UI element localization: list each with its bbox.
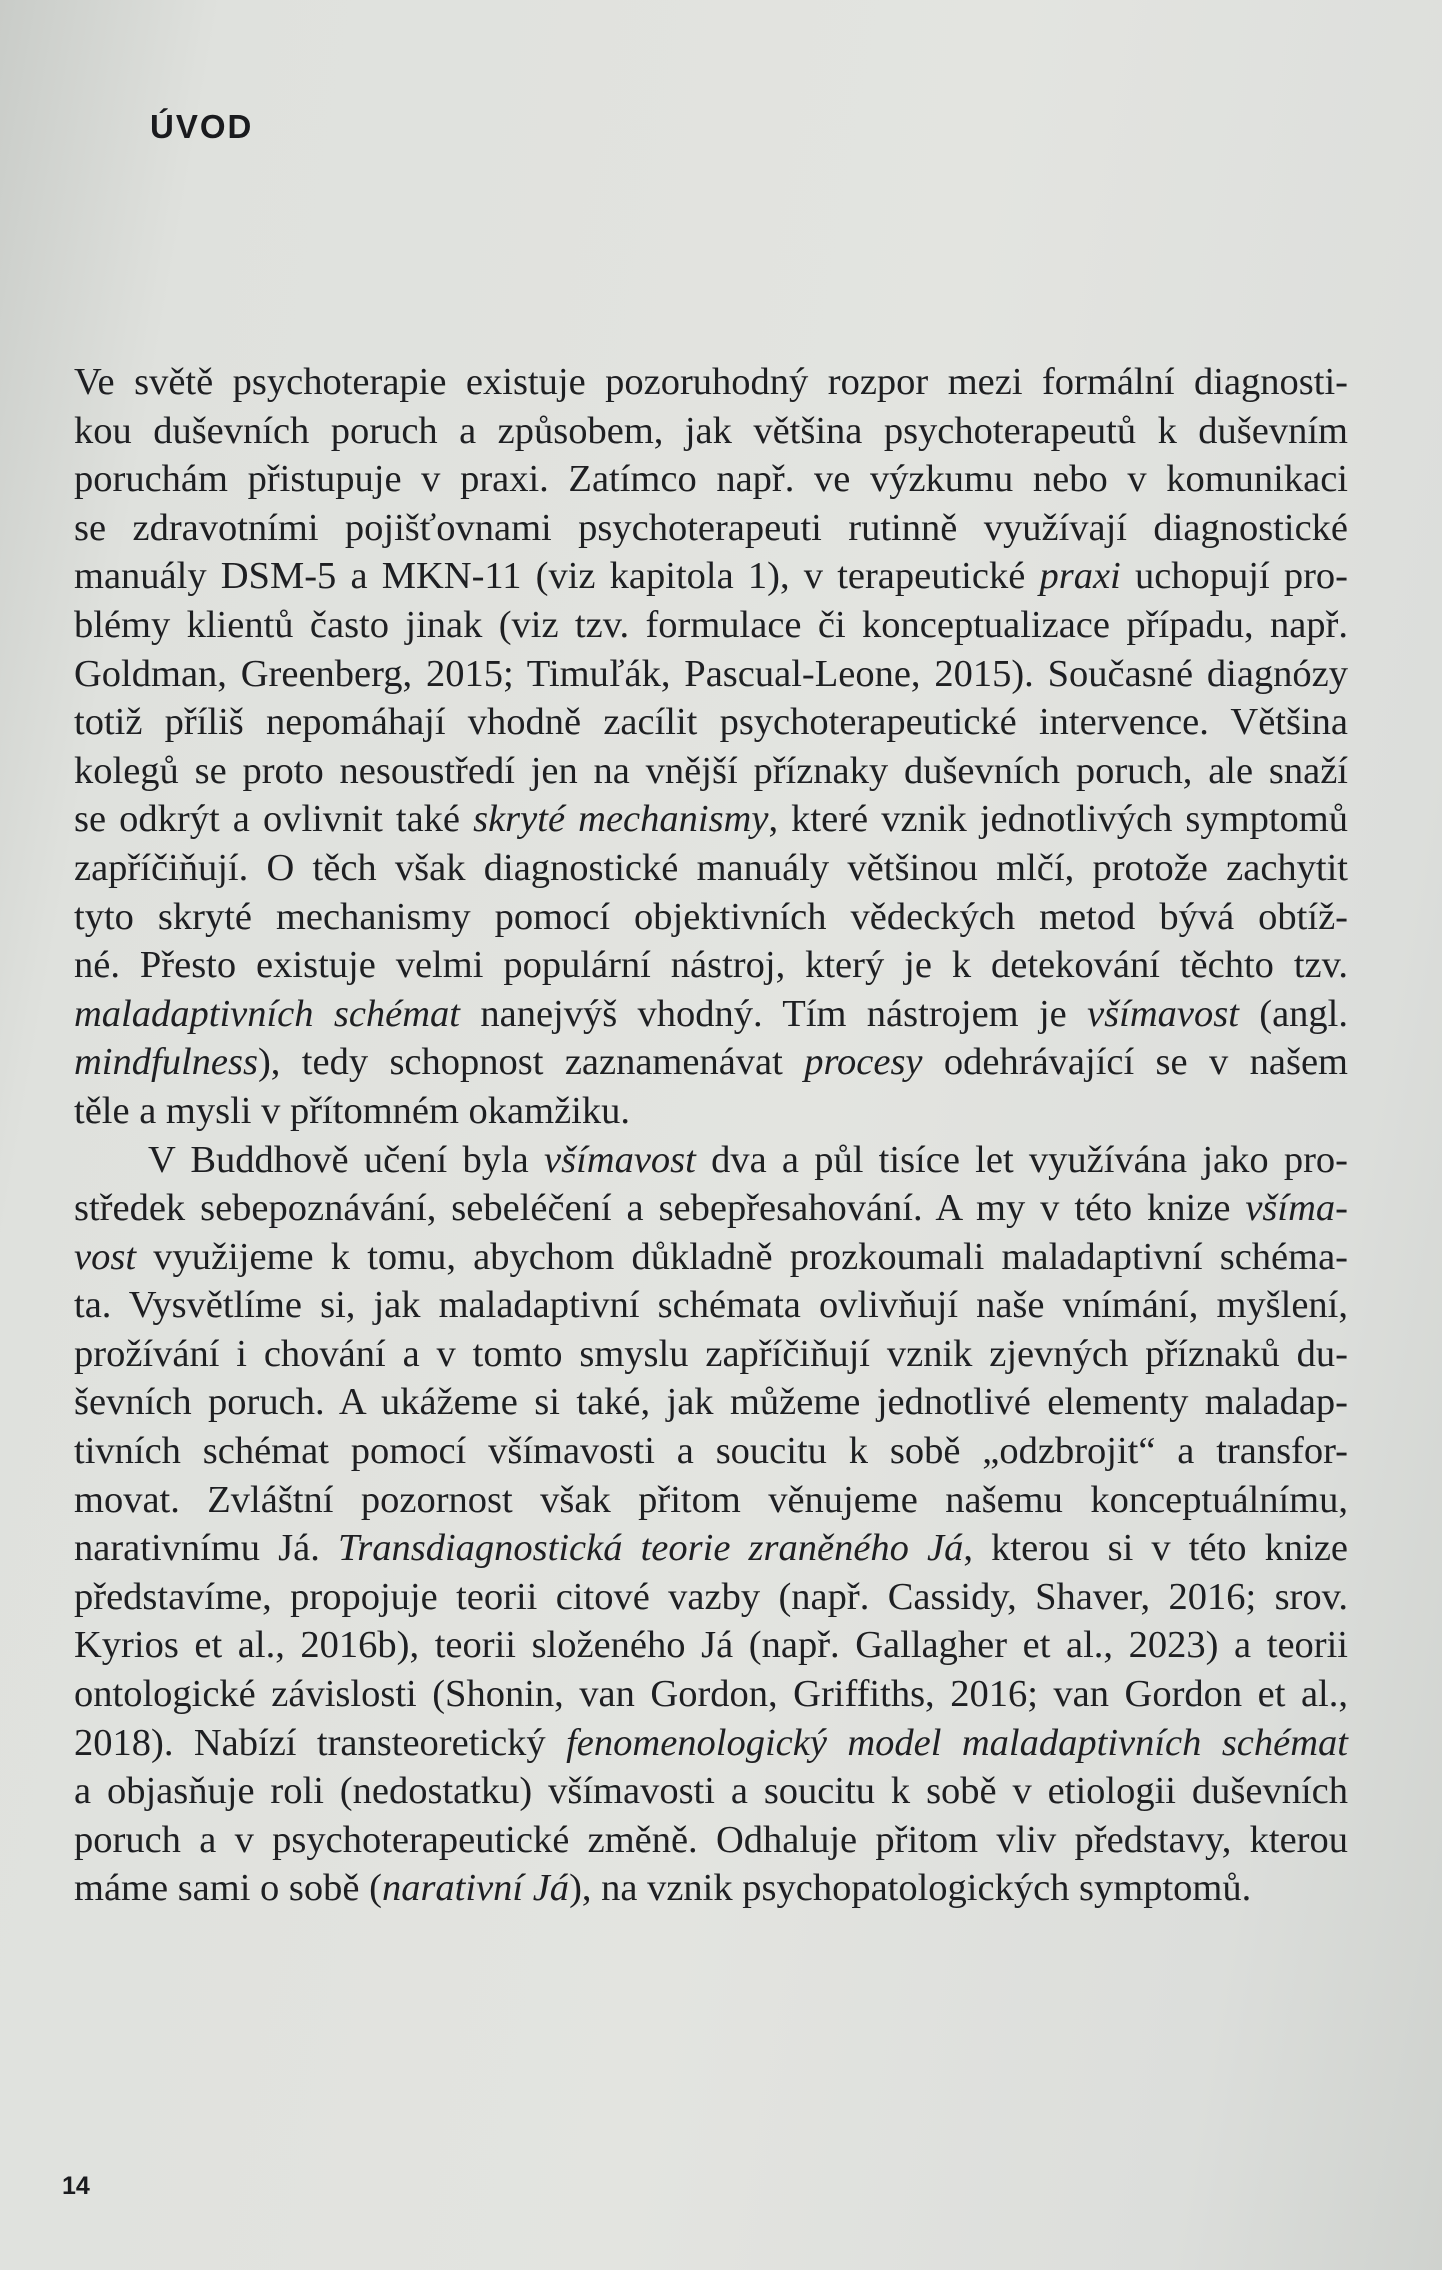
text-line [74, 650, 1348, 699]
text-run: prožívání i chování a v tomto smyslu zapříčiňují vznik zjevných příznaků du- [74, 1332, 1348, 1375]
text-run: V Buddhově učení byla [148, 1138, 544, 1181]
text-run: představíme, propojuje teorii citové vazby (např. Cassidy, Shaver, 2016; srov. [74, 1575, 1348, 1618]
text-line [74, 1136, 1348, 1185]
text-line [74, 1476, 1348, 1525]
text-line [74, 1864, 1348, 1913]
paragraph-1 [74, 358, 1348, 1136]
page-number: 14 [62, 2172, 90, 2200]
text-run: tivních schémat pomocí všímavosti a soucitu k sobě „odzbrojit“ a transfor- [74, 1430, 1348, 1473]
text-line [74, 698, 1348, 747]
italic-text-run: procesy [804, 1041, 923, 1084]
text-run: se odkrýt a ovlivnit také [74, 798, 474, 841]
italic-text-run: všímavost [1087, 992, 1239, 1035]
italic-text-run: Transdiagnostická teorie zraněného Já [337, 1527, 964, 1570]
text-line [74, 455, 1348, 504]
italic-text-run: fenomenologický model maladaptivních schémat [566, 1721, 1348, 1764]
text-run: dva a půl tisíce let využívána jako pro- [695, 1138, 1348, 1181]
text-line [74, 1184, 1348, 1233]
text-run: 2018). Nabízí transteoretický [74, 1721, 567, 1764]
text-line [74, 893, 1348, 942]
text-run: Kyrios et al., 2016b), teorii složeného Já (např. Gallagher et al., 2023) a teorii [74, 1624, 1348, 1667]
text-run: tyto skryté mechanismy pomocí objektivních vědeckých metod bývá obtíž- [74, 895, 1348, 938]
text-run: uchopují pro- [1120, 555, 1349, 598]
text-run: Goldman, Greenberg, 2015; Timuľák, Pascual-Leone, 2015). Současné diagnózy [74, 652, 1348, 695]
italic-text-run: skryté mechanismy [473, 798, 769, 841]
text-run: nanejvýš vhodný. Tím nástrojem je [460, 992, 1088, 1035]
text-line [74, 358, 1348, 407]
text-run: poruch a v psychoterapeutické změně. Odhaluje přitom vliv představy, kterou [74, 1818, 1348, 1861]
text-line [74, 407, 1348, 456]
text-run: ontologické závislosti (Shonin, van Gordon, Griffiths, 2016; van Gordon et al., [74, 1673, 1348, 1716]
text-run: ), na vznik psychopatologických symptomů. [569, 1867, 1252, 1910]
text-line [74, 1816, 1348, 1865]
text-line [74, 1330, 1348, 1379]
text-run: narativnímu Já. [74, 1527, 338, 1570]
text-line [74, 844, 1348, 893]
text-run: né. Přesto existuje velmi populární nástroj, který je k detekování těchto tzv. [74, 944, 1348, 987]
text-run: kolegů se proto nesoustředí jen na vnější příznaky duševních poruch, ale snaží [74, 749, 1348, 792]
text-line [74, 990, 1348, 1039]
text-run: ), tedy schopnost zaznamenávat [257, 1041, 805, 1084]
text-line [74, 1524, 1348, 1573]
text-run: movat. Zvláštní pozornost však přitom věnujeme našemu konceptuálnímu, [74, 1478, 1348, 1521]
text-run: ševních poruch. A ukážeme si také, jak můžeme jednotlivé elementy maladap- [74, 1381, 1348, 1424]
text-line [74, 1427, 1348, 1476]
text-run: (angl. [1238, 992, 1348, 1035]
text-line [74, 1767, 1348, 1816]
text-line [74, 1087, 1348, 1136]
text-line [74, 747, 1348, 796]
text-line [74, 504, 1348, 553]
text-run: Ve světě psychoterapie existuje pozoruhodný rozpor mezi formální diagnosti- [74, 361, 1348, 403]
text-line [74, 941, 1348, 990]
text-line [74, 1038, 1348, 1087]
italic-text-run: všímavost [544, 1138, 696, 1181]
italic-text-run: vost [74, 1235, 137, 1278]
text-run: zapříčiňují. O těch však diagnostické manuály většinou mlčí, protože zachytit [74, 846, 1348, 889]
italic-text-run: praxi [1039, 555, 1121, 598]
text-run: poruchám přistupuje v praxi. Zatímco např. ve výzkumu nebo v komunikaci [74, 458, 1348, 501]
text-run: a objasňuje roli (nedostatku) všímavosti a soucitu k sobě v etiologii duševních [74, 1770, 1348, 1813]
text-line [74, 795, 1348, 844]
text-run: máme sami o sobě ( [74, 1867, 382, 1910]
body-text [74, 358, 1348, 1913]
text-run: středek sebepoznávání, sebeléčení a sebepřesahování. A my v této knize [74, 1187, 1246, 1230]
chapter-heading: ÚVOD [150, 108, 254, 145]
italic-text-run: narativní Já [381, 1867, 570, 1910]
text-line [74, 1573, 1348, 1622]
italic-text-run: všíma- [1245, 1187, 1348, 1230]
text-run: totiž příliš nepomáhají vhodně zacílit psychoterapeutické intervence. Většina [74, 701, 1348, 744]
text-run: těle a mysli v přítomném okamžiku. [74, 1089, 630, 1132]
text-run: ta. Vysvětlíme si, jak maladaptivní schémata ovlivňují naše vnímání, myšlení, [74, 1284, 1348, 1327]
text-run: se zdravotními pojišťovnami psychoterapeuti rutinně využívají diagnostické [74, 506, 1348, 549]
text-line [74, 1621, 1348, 1670]
text-run: , které vznik jednotlivých symptomů [768, 798, 1349, 841]
text-run: odehrávající se v našem [922, 1041, 1348, 1084]
text-run: , kterou si v této knize [963, 1527, 1349, 1570]
text-run: manuály DSM-5 a MKN-11 (viz kapitola 1), v terapeutické [74, 555, 1040, 598]
text-line [74, 1281, 1348, 1330]
text-line [74, 1719, 1348, 1768]
paragraph-2 [74, 1136, 1348, 1914]
text-line [74, 601, 1348, 650]
text-run: využijeme k tomu, abychom důkladně prozkoumali maladaptivní schéma- [136, 1235, 1348, 1278]
text-run: blémy klientů často jinak (viz tzv. formulace či konceptualizace případu, např. [74, 603, 1348, 646]
italic-text-run: mindfulness [74, 1041, 258, 1084]
text-line [74, 1233, 1348, 1282]
italic-text-run: maladaptivních schémat [74, 992, 461, 1035]
text-run: kou duševních poruch a způsobem, jak většina psychoterapeutů k duševním [74, 409, 1348, 452]
text-line [74, 1378, 1348, 1427]
text-line [74, 1670, 1348, 1719]
text-line [74, 552, 1348, 601]
